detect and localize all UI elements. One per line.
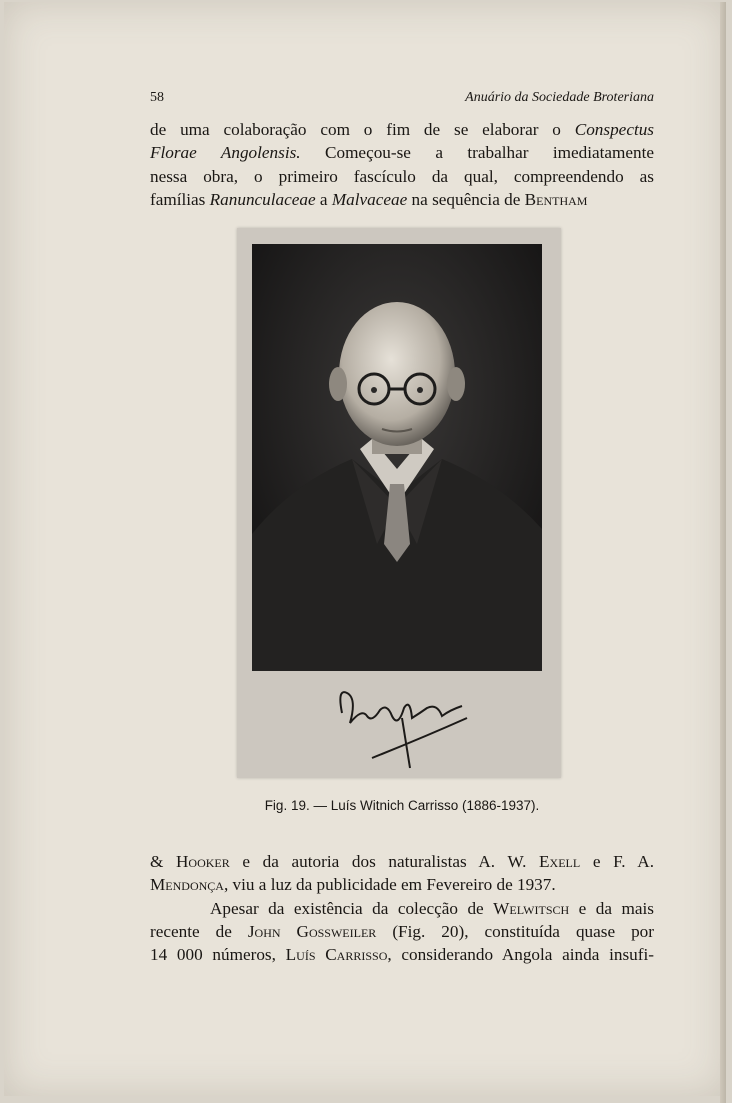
text-line: Apesar da existência da colecção de Welwitsch e da mais: [210, 898, 654, 918]
figure-mount: [237, 228, 561, 778]
text-line: de uma colaboração com o fim de se elaborar o Conspectus: [150, 120, 654, 139]
page-number: 58: [150, 90, 164, 105]
text-line: Mendonça, viu a luz da publicidade em Fevereiro de 1937.: [150, 875, 556, 895]
page-edge: [720, 2, 726, 1103]
text-line: nessa obra, o primeiro fascículo da qual, compreendendo as: [150, 166, 654, 186]
text-line: recente de John Gossweiler (Fig. 20), constituída quase por: [150, 921, 654, 941]
portrait-photo: [252, 244, 542, 671]
top-paragraph: [150, 118, 654, 211]
text-line: Florae Angolensis. Começou-se a trabalhar imediatamente: [150, 143, 654, 163]
page-header: [150, 90, 654, 110]
bottom-paragraph: [150, 850, 654, 966]
running-head: Anuário da Sociedade Broteriana: [465, 90, 654, 105]
figure-caption: Fig. 19. — Luís Witnich Carrisso (1886-1937).: [264, 798, 540, 813]
text-line: 14 000 números, Luís Carrisso, considerando Angola ainda insufi-: [150, 945, 654, 965]
book-page: [4, 2, 726, 1096]
text-line: famílias Ranunculaceae a Malvaceae na sequência de Bentham: [150, 189, 588, 209]
signature: [332, 678, 472, 773]
text-line: & Hooker e da autoria dos naturalistas A. W. Exell e F. A.: [150, 852, 654, 871]
